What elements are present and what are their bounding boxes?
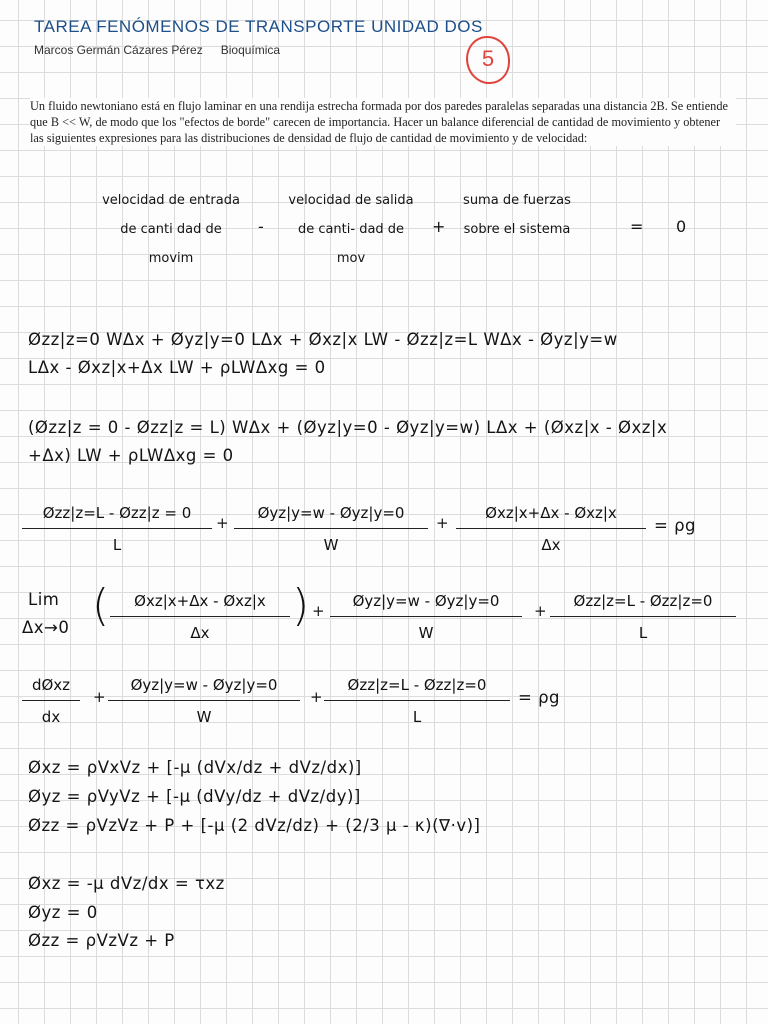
author-name: Marcos Germán Cázares Pérez (34, 43, 203, 57)
eq5-derivative (22, 676, 80, 734)
eq4-lim: Lim (28, 590, 60, 609)
balance-term-forces: suma de fuerzas sobre el sistema (463, 193, 571, 237)
balance-term-input: velocidad de entrada de canti dad de movim (102, 193, 240, 266)
fraction-bar (108, 700, 300, 701)
eq4-f3-numerator: Øzz|z=L - Øzz|z=0 (573, 592, 713, 610)
eq3-f2-numerator: Øyz|y=w - Øyz|y=0 (257, 504, 405, 522)
balance-zero: 0 (676, 217, 687, 236)
simplified-zz: Øzz = ρVzVz + P (28, 931, 175, 950)
eq4-fraction-zz (550, 592, 736, 650)
eq4-plus1: + (312, 602, 325, 620)
eq5-f2-denominator: W (196, 708, 212, 726)
eq1-line1: Øzz|z=0 WΔx + Øyz|y=0 LΔx + Øxz|x LW - Øzz|z=L WΔx - Øyz|y=w (28, 330, 618, 349)
eq5-fraction-zz (324, 676, 510, 734)
eq4-f2-numerator: Øyz|y=w - Øyz|y=0 (352, 592, 500, 610)
eq3-f3-denominator: Δx (541, 536, 561, 554)
eq3-f1-numerator: Øzz|z=L - Øzz|z = 0 (42, 504, 192, 522)
eq4-f2-denominator: W (418, 624, 434, 642)
eq4-f1-numerator: Øxz|x+Δx - Øxz|x (134, 592, 266, 610)
balance-plus: + (432, 217, 446, 236)
eq4-lim-sub: Δx→0 (22, 618, 70, 637)
eq3-f3-numerator: Øxz|x+Δx - Øxz|x (485, 504, 617, 522)
eq4-f1-denominator: Δx (190, 624, 210, 642)
fraction-bar (234, 528, 428, 529)
eq3-rhs: = ρg (654, 516, 697, 535)
fraction-bar (22, 700, 80, 701)
eq5-f2-numerator: Øyz|y=w - Øyz|y=0 (130, 676, 278, 694)
eq2-line1: (Øzz|z = 0 - Øzz|z = L) WΔx + (Øyz|y=0 - Øyz|y=w) LΔx + (Øxz|x - Øxz|x (28, 418, 668, 437)
fraction-bar (324, 700, 510, 701)
balance-minus: - (258, 217, 264, 236)
eq5-plus1: + (93, 688, 106, 706)
simplified-yz: Øyz = 0 (28, 903, 98, 922)
grade-mark: 5 (466, 36, 510, 84)
eq5-f3-numerator: Øzz|z=L - Øzz|z=0 (347, 676, 487, 694)
page-title: TAREA FENÓMENOS DE TRANSPORTE UNIDAD DOS (34, 17, 483, 36)
program-name: Bioquímica (220, 43, 281, 57)
eq2-line2: +Δx) LW + ρLWΔxg = 0 (28, 446, 234, 465)
eq4-fraction-xz (110, 592, 290, 650)
eq5-rhs: = ρg (518, 688, 561, 707)
flux-yz: Øyz = ρVyVz + [-μ (dVy/dz + dVz/dy)] (28, 787, 361, 806)
balance-equals: = (630, 217, 644, 236)
fraction-bar (330, 616, 522, 617)
eq4-f3-denominator: L (638, 624, 648, 642)
flux-zz: Øzz = ρVzVz + P + [-μ (2 dVz/dz) + (2/3 μ - κ)(∇·v)] (28, 816, 481, 835)
eq3-fraction-yz (234, 504, 428, 562)
eq4-left-paren: ( (92, 580, 110, 631)
fraction-bar (110, 616, 290, 617)
problem-statement: Un fluido newtoniano está en flujo laminar en una rendija estrecha formada por dos paredes paralelas separadas una distancia 2B. Se entiende que B << W, de modo que los "efectos de borde" carecen de importancia. Hacer un balance diferencial de cantidad de movimiento y obtener las siguientes expresiones para las distribuciones de densidad de flujo de cantidad de movimiento y de velocidad: (30, 98, 736, 146)
eq5-plus2: + (310, 688, 323, 706)
eq5-fraction-yz (108, 676, 300, 734)
eq4-right-paren: ) (292, 580, 310, 631)
eq1-line2: LΔx - Øxz|x+Δx LW + ρLWΔxg = 0 (28, 358, 326, 377)
eq5-f1-numerator: dØxz (31, 676, 71, 694)
eq5-f1-denominator: dx (41, 708, 61, 726)
fraction-bar (550, 616, 736, 617)
flux-xz: Øxz = ρVxVz + [-μ (dVx/dz + dVz/dx)] (28, 758, 362, 777)
eq4-plus2: + (534, 602, 547, 620)
fraction-bar (22, 528, 212, 529)
simplified-xz: Øxz = -μ dVz/dx = τxz (28, 874, 225, 893)
eq5-f3-denominator: L (412, 708, 422, 726)
eq3-f2-denominator: W (323, 536, 339, 554)
author-line (34, 43, 280, 57)
eq4-fraction-yz (330, 592, 522, 650)
eq3-fraction-xz (456, 504, 646, 562)
eq3-plus1: + (216, 514, 229, 532)
balance-term-output: velocidad de salida de canti- dad de mov (288, 193, 414, 266)
eq3-plus2: + (436, 514, 449, 532)
eq3-f1-denominator: L (112, 536, 122, 554)
fraction-bar (456, 528, 646, 529)
eq3-fraction-zz (22, 504, 212, 562)
